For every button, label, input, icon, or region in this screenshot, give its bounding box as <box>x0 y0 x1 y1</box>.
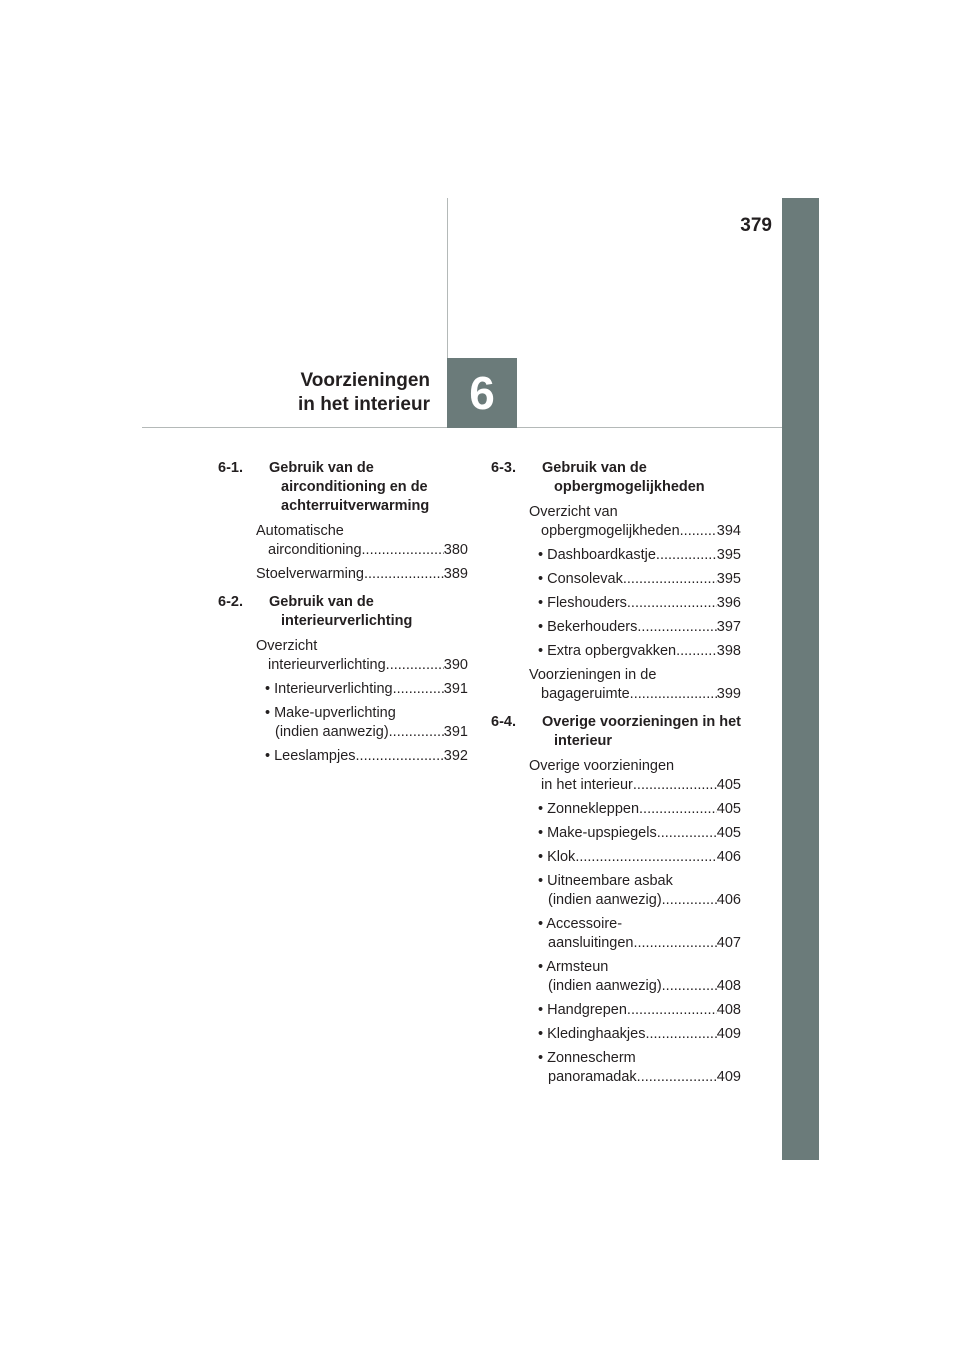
toc-section-6-2[interactable] <box>218 593 468 631</box>
toc-entry[interactable] <box>491 958 741 996</box>
entry-label: bagageruimte <box>541 686 630 702</box>
toc-column-right <box>491 459 741 1092</box>
page-number: 379 <box>740 215 772 236</box>
toc-entry[interactable] <box>218 522 468 560</box>
toc-entry[interactable] <box>218 637 468 675</box>
toc-entry[interactable] <box>491 666 741 704</box>
section-title: Overige voorzieningen in het interieur <box>542 714 742 749</box>
entry-page: 394 <box>716 523 741 539</box>
entry-label: opbergmogelijkheden <box>541 523 680 539</box>
dot-leader <box>657 824 717 843</box>
entry-label: • Make-upspiegels <box>538 825 657 841</box>
entry-label-lead: • Accessoire- <box>538 916 623 932</box>
entry-label-lead: • Make-upverlichting <box>265 705 396 721</box>
chapter-side-tab <box>782 198 819 1160</box>
entry-page: 408 <box>716 1002 741 1018</box>
section-title: Gebruik van de interieurverlichting <box>269 594 413 629</box>
entry-page: 390 <box>443 657 468 673</box>
toc-entry[interactable] <box>491 570 741 589</box>
entry-label-lead: • Zonnescherm <box>538 1050 636 1066</box>
chapter-title-line-1: Voorzieningen <box>300 370 430 391</box>
toc-entry[interactable] <box>491 800 741 819</box>
entry-label: panoramadak <box>548 1069 637 1085</box>
dot-leader <box>662 977 717 996</box>
entry-page: 406 <box>716 849 741 865</box>
entry-page: 398 <box>716 643 741 659</box>
entry-page: 409 <box>716 1026 741 1042</box>
entry-page: 395 <box>716 571 741 587</box>
dot-leader <box>630 685 717 704</box>
toc-entry[interactable] <box>491 1025 741 1044</box>
entry-label-lead: • Uitneembare asbak <box>538 873 673 889</box>
entry-label: • Interieurverlichting <box>265 681 393 697</box>
dot-leader <box>393 680 444 699</box>
entry-page: 407 <box>716 935 741 951</box>
entry-label: (indien aanwezig) <box>548 978 662 994</box>
dot-leader <box>662 891 717 910</box>
entry-label: aansluitingen <box>548 935 634 951</box>
dot-leader <box>633 776 717 795</box>
chapter-number-box: 6 <box>447 358 517 428</box>
entry-page: 408 <box>716 978 741 994</box>
entry-label: • Extra opbergvakken <box>538 643 677 659</box>
toc-entry[interactable] <box>218 565 468 584</box>
toc-entry[interactable] <box>491 915 741 953</box>
entry-page: 391 <box>443 681 468 697</box>
entry-page: 396 <box>716 595 741 611</box>
toc-entry[interactable] <box>491 848 741 867</box>
toc-entry[interactable] <box>491 824 741 843</box>
toc-entry[interactable] <box>218 704 468 742</box>
toc-entry[interactable] <box>491 757 741 795</box>
toc-column-left <box>218 459 468 771</box>
dot-leader <box>656 546 717 565</box>
entry-page: 395 <box>716 547 741 563</box>
toc-section-6-3[interactable] <box>491 459 741 497</box>
entry-label: • Handgrepen <box>538 1002 627 1018</box>
toc-entry[interactable] <box>491 1049 741 1087</box>
dot-leader <box>356 747 444 766</box>
dot-leader <box>386 656 444 675</box>
toc-entry[interactable] <box>491 546 741 565</box>
entry-label: interieurverlichting <box>268 657 386 673</box>
entry-page: 399 <box>716 686 741 702</box>
entry-label-lead: Overzicht <box>256 638 318 654</box>
section-number: 6-1. <box>218 460 243 476</box>
dot-leader <box>676 642 717 661</box>
dot-leader <box>637 618 716 637</box>
dot-leader <box>645 1025 716 1044</box>
toc-section-6-1[interactable] <box>218 459 468 516</box>
entry-page: 392 <box>443 748 468 764</box>
dot-leader <box>627 594 717 613</box>
entry-label-lead: • Armsteun <box>538 959 609 975</box>
dot-leader <box>389 723 444 742</box>
dot-leader <box>623 570 717 589</box>
toc-entry[interactable] <box>218 680 468 699</box>
entry-page: 405 <box>716 801 741 817</box>
toc-entry[interactable] <box>491 594 741 613</box>
toc-entry[interactable] <box>491 872 741 910</box>
dot-leader <box>362 541 444 560</box>
chapter-title-line-2: in het interieur <box>298 394 430 415</box>
toc-section-6-4[interactable] <box>491 713 741 751</box>
entry-page: 405 <box>716 825 741 841</box>
entry-page: 405 <box>716 777 741 793</box>
entry-page: 380 <box>443 542 468 558</box>
entry-label: Stoelverwarming <box>256 566 364 582</box>
entry-label: (indien aanwezig) <box>548 892 662 908</box>
toc-entry[interactable] <box>218 747 468 766</box>
entry-label: • Bekerhouders <box>538 619 638 635</box>
toc-entry[interactable] <box>491 503 741 541</box>
dot-leader <box>637 1068 717 1087</box>
entry-label: • Consolevak <box>538 571 623 587</box>
section-number: 6-4. <box>491 714 516 730</box>
entry-label: • Klok <box>538 849 576 865</box>
dot-leader <box>575 848 716 867</box>
section-number: 6-3. <box>491 460 516 476</box>
entry-label: airconditioning <box>268 542 362 558</box>
dot-leader <box>680 522 717 541</box>
entry-label-lead: Voorzieningen in de <box>529 667 657 683</box>
entry-label-lead: Overige voorzieningen <box>529 758 675 774</box>
section-number: 6-2. <box>218 594 243 610</box>
toc-entry[interactable] <box>491 1001 741 1020</box>
dot-leader <box>639 800 717 819</box>
entry-label: • Fleshouders <box>538 595 627 611</box>
entry-label: in het interieur <box>541 777 633 793</box>
entry-label: • Dashboardkastje <box>538 547 656 563</box>
entry-page: 406 <box>716 892 741 908</box>
toc-entry[interactable] <box>491 618 741 637</box>
entry-page: 397 <box>716 619 741 635</box>
dot-leader <box>633 934 716 953</box>
entry-label-lead: Overzicht van <box>529 504 618 520</box>
dot-leader <box>364 565 444 584</box>
entry-label: • Zonnekleppen <box>538 801 640 817</box>
dot-leader <box>627 1001 717 1020</box>
entry-page: 391 <box>443 724 468 740</box>
entry-label: • Kledinghaakjes <box>538 1026 646 1042</box>
entry-page: 409 <box>716 1069 741 1085</box>
toc-entry[interactable] <box>491 642 741 661</box>
section-title: Gebruik van de airconditioning en de achterruitverwarming <box>269 460 430 514</box>
entry-label: (indien aanwezig) <box>275 724 389 740</box>
header-vertical-rule <box>447 198 448 358</box>
chapter-title <box>230 369 430 417</box>
section-title: Gebruik van de opbergmogelijkheden <box>542 460 705 495</box>
entry-page: 389 <box>443 566 468 582</box>
entry-label: • Leeslampjes <box>265 748 356 764</box>
entry-label-lead: Automatische <box>256 523 344 539</box>
